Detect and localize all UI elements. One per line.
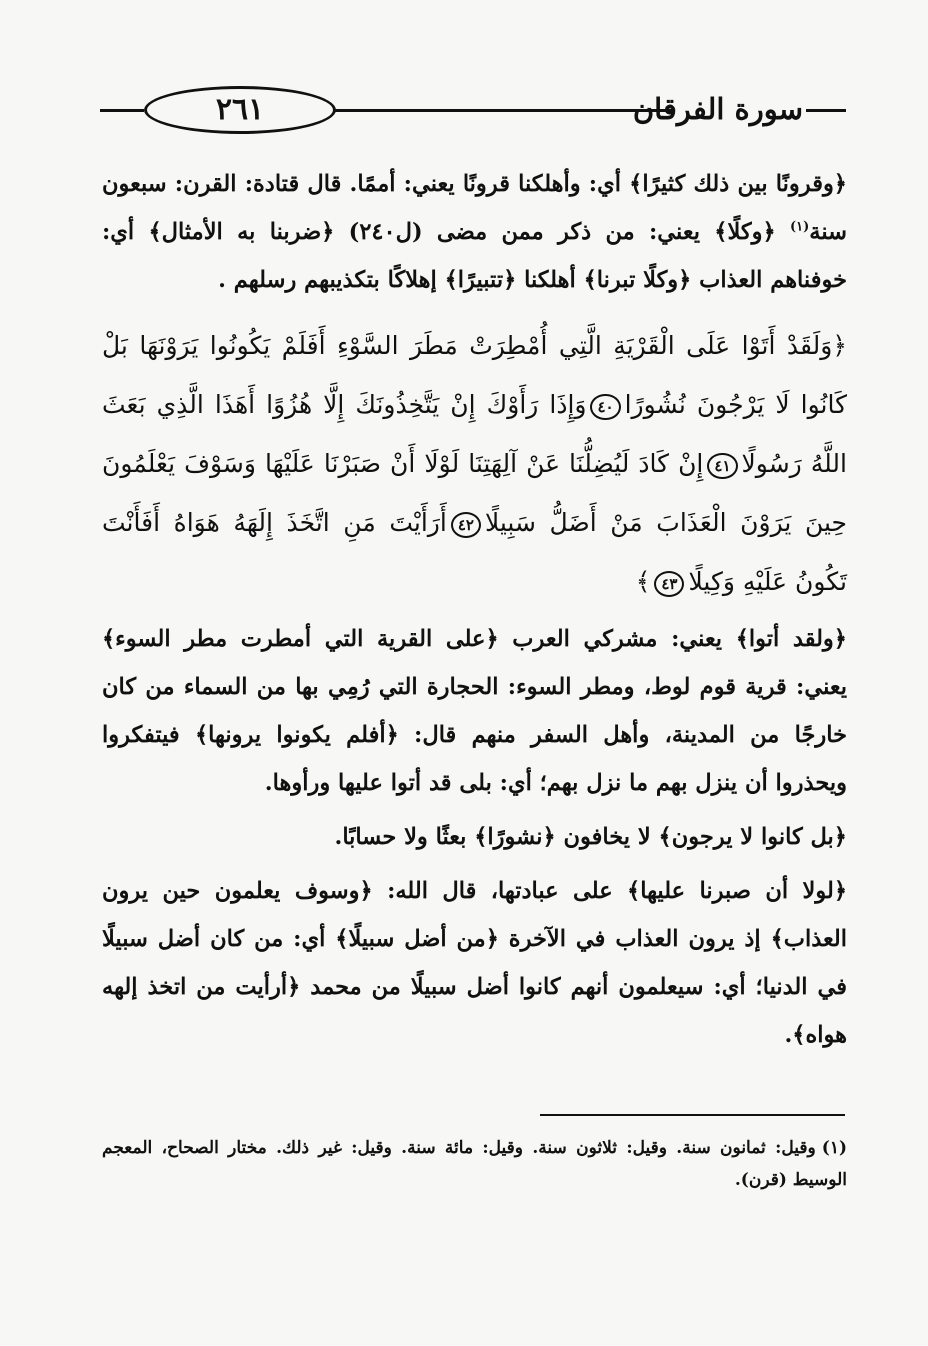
footnotes xyxy=(102,1132,847,1196)
ayah-number-marker: ٤١ xyxy=(707,453,737,479)
verse-text: وَإِذَا رَأَوْكَ إِنْ يَتَّخِذُونَكَ إِلَّا هُزُوًا أَهَذَا الَّذِي بَعَثَ اللَّهُ رَسُولًا xyxy=(102,390,847,478)
footnote-number: (١) xyxy=(821,1138,847,1158)
commentary-paragraph xyxy=(102,160,847,304)
footnote-separator xyxy=(540,1114,845,1116)
commentary-text: ﴿وكلًا﴾ يعني: من ذكر ممن مضى (ل٢٤٠) ﴿ضربنا به الأمثال﴾ أي: خوفناهم العذاب ﴿وكلًا تبرنا﴾ أهلكنا ﴿تتبيرًا﴾ إهلاكًا بتكذيبهم رسلهم . xyxy=(102,219,847,293)
header-rule-right xyxy=(806,109,846,112)
verse-closing-bracket: ﴾ xyxy=(635,567,651,596)
ayah-number-marker: ٤٣ xyxy=(654,571,684,597)
ayah-number-marker: ٤٢ xyxy=(451,512,481,538)
page-number: ٢٦١ xyxy=(144,86,336,134)
page-body xyxy=(102,160,847,1059)
header-rule-middle xyxy=(333,109,673,112)
commentary-paragraph: ﴿لولا أن صبرنا عليها﴾ على عبادتها، قال الله: ﴿وسوف يعلمون حين يرون العذاب﴾ إذ يرون العذاب في الآخرة ﴿من أضل سبيلًا﴾ أي: من كان أضل سبيلًا في الدنيا؛ أي: سيعلمون أنهم كانوا أضل سبيلًا من محمد ﴿أرأيت من اتخذ إلهه هواه﴾. xyxy=(102,878,847,1048)
commentary-paragraph: ﴿ولقد أتوا﴾ يعني: مشركي العرب ﴿على القرية التي أمطرت مطر السوء﴾ يعني: قرية قوم لوط، ومطر السوء: الحجارة التي رُمِي بها من السماء من كان خارجًا من المدينة، وأهل السفر منهم قال: ﴿أفلم يكونوا يرونها﴾ فيتفكروا ويحذروا أن ينزل بهم ما نزل بهم؛ أي: بلى قد أتوا عليها ورأوها. xyxy=(102,626,847,796)
verse-text: ﴿وَلَقَدْ أَتَوْا عَلَى الْقَرْيَةِ الَّتِي أُمْطِرَتْ مَطَرَ السَّوْءِ أَفَلَمْ يَكُونُوا يَرَوْنَهَا بَلْ كَانُوا لَا يَرْجُونَ نُشُورًا xyxy=(102,331,847,419)
header-rule-left xyxy=(100,109,144,112)
surah-title: سورة الفرقان xyxy=(632,92,803,126)
footnote-reference: (١) xyxy=(789,219,810,235)
commentary-paragraph: ﴿بل كانوا لا يرجون﴾ لا يخافون ﴿نشورًا﴾ بعثًا ولا حسابًا. xyxy=(334,824,847,850)
quran-verses xyxy=(102,316,847,611)
footnote-text: وقيل: ثمانون سنة. وقيل: ثلاثون سنة. وقيل: مائة سنة. وقيل: غير ذلك. مختار الصحاح، المعجم الوسيط (قرن). xyxy=(102,1138,847,1190)
verse-text: إِنْ كَادَ لَيُضِلُّنَا عَنْ آلِهَتِنَا لَوْلَا أَنْ صَبَرْنَا عَلَيْهَا وَسَوْفَ يَعْلَمُونَ حِينَ يَرَوْنَ الْعَذَابَ مَنْ أَضَلُّ سَبِيلًا xyxy=(102,449,847,537)
footnote-item xyxy=(102,1132,847,1196)
verse-text: أَرَأَيْتَ مَنِ اتَّخَذَ إِلَهَهُ هَوَاهُ أَفَأَنْتَ تَكُونُ عَلَيْهِ وَكِيلًا xyxy=(102,508,847,596)
page-header xyxy=(100,84,850,134)
ayah-number-marker: ٤٠ xyxy=(590,394,620,420)
commentary-text: ﴿وقرونًا بين ذلك كثيرًا﴾ أي: وأهلكنا قرونًا يعني: أممًا. قال قتادة: القرن: سبعون سنة xyxy=(102,171,847,245)
